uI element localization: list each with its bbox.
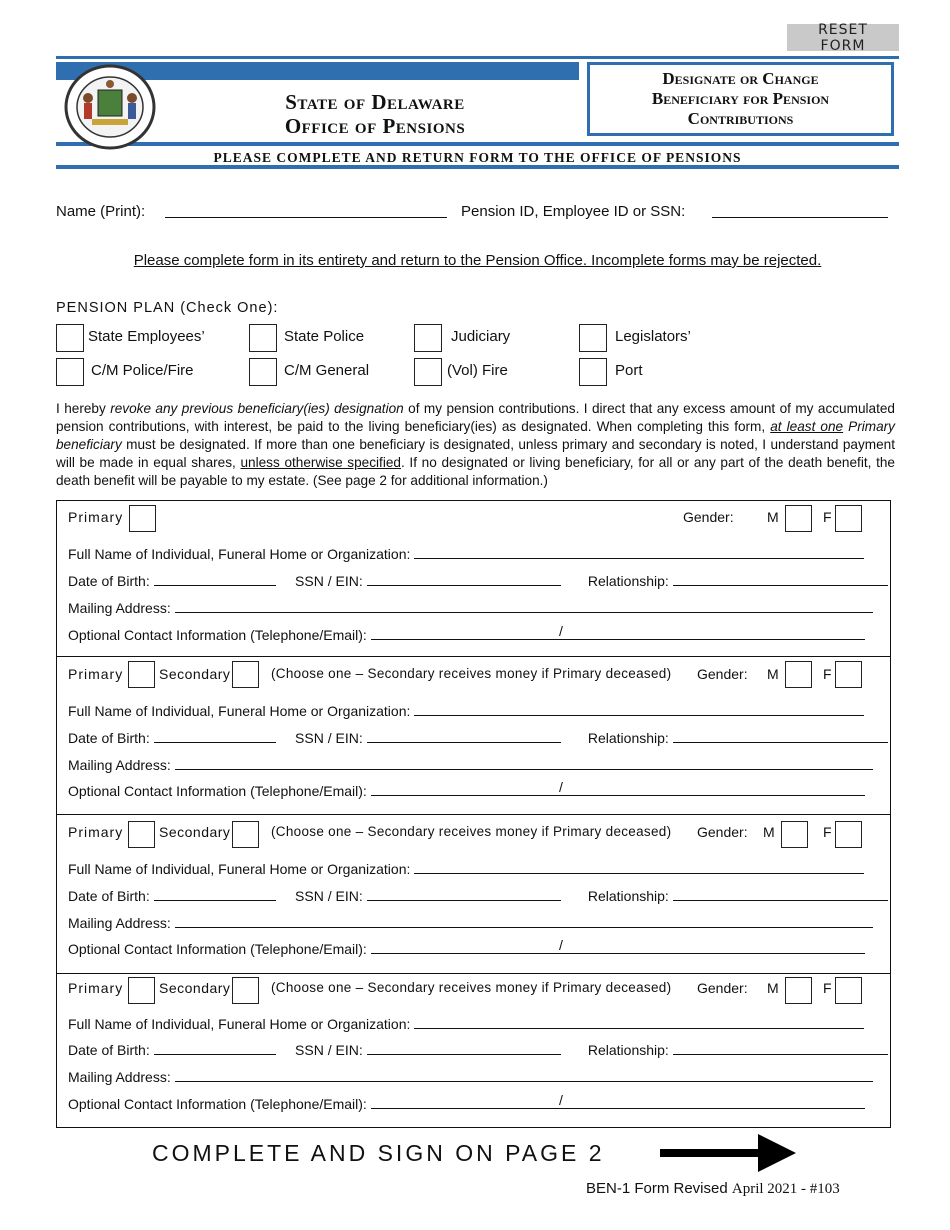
gender-m-checkbox[interactable] [785, 505, 812, 532]
plan-checkbox-judiciary[interactable] [414, 324, 442, 352]
choose-note: (Choose one – Secondary receives money if Primary deceased) [271, 666, 672, 681]
secondary-checkbox[interactable] [232, 661, 259, 688]
form-id: BEN-1 Form Revised [586, 1180, 728, 1197]
gender-f-label: F [823, 824, 832, 840]
choose-note: (Choose one – Secondary receives money if Primary deceased) [271, 980, 672, 995]
gender-m-label: M [767, 509, 779, 525]
secondary-label: Secondary [159, 824, 231, 840]
gender-f-checkbox[interactable] [835, 977, 862, 1004]
dob-row: Date of Birth: SSN / EIN: Relationship: [68, 1042, 888, 1058]
plan-label-state-employees: State Employees’ [88, 328, 205, 345]
name-label: Name (Print): [56, 203, 146, 220]
gender-f-label: F [823, 509, 832, 525]
form-title-line-3: Contributions [687, 109, 794, 128]
contact-row: Optional Contact Information (Telephone/Email): [68, 1096, 865, 1112]
dob-row: Date of Birth: SSN / EIN: Relationship: [68, 573, 888, 589]
plan-checkbox-vol-fire[interactable] [414, 358, 442, 386]
agency-name [180, 90, 570, 138]
agency-line-1: State of Delaware [285, 90, 465, 114]
delaware-seal-icon [64, 64, 156, 150]
gender-f-checkbox[interactable] [835, 661, 862, 688]
dob-row: Date of Birth: SSN / EIN: Relationship: [68, 888, 888, 904]
full-name-field[interactable] [414, 546, 864, 559]
plan-label-judiciary: Judiciary [451, 328, 511, 345]
plan-label-vol-fire: (Vol) Fire [447, 362, 508, 379]
sign-page-2-note: COMPLETE AND SIGN ON PAGE 2 [152, 1140, 605, 1166]
gender-m-checkbox[interactable] [785, 977, 812, 1004]
full-name-field[interactable] [414, 861, 864, 874]
contact-slash: / [559, 1092, 563, 1108]
right-arrow-icon [660, 1132, 798, 1174]
mailing-address-field[interactable] [175, 1069, 873, 1082]
contact-row: Optional Contact Information (Telephone/Email): [68, 627, 865, 643]
secondary-checkbox[interactable] [232, 821, 259, 848]
relationship-field[interactable] [673, 1042, 888, 1055]
gender-label: Gender: [697, 824, 748, 840]
full-name-row: Full Name of Individual, Funeral Home or Organization: [68, 546, 864, 562]
mailing-row: Mailing Address: [68, 915, 873, 931]
plan-checkbox-cm-police-fire[interactable] [56, 358, 84, 386]
reset-form-button[interactable]: RESET FORM [787, 24, 899, 51]
secondary-label: Secondary [159, 666, 231, 682]
gender-m-checkbox[interactable] [781, 821, 808, 848]
full-name-row: Full Name of Individual, Funeral Home or Organization: [68, 703, 864, 719]
dob-field[interactable] [154, 1042, 276, 1055]
contact-row: Optional Contact Information (Telephone/Email): [68, 783, 865, 799]
full-name-field[interactable] [414, 703, 864, 716]
contact-row: Optional Contact Information (Telephone/Email): [68, 941, 865, 957]
secondary-label: Secondary [159, 980, 231, 996]
gender-label: Gender: [697, 980, 748, 996]
contact-field[interactable] [371, 1096, 865, 1109]
gender-m-label: M [767, 980, 779, 996]
primary-checkbox[interactable] [128, 977, 155, 1004]
primary-label: Primary [68, 824, 124, 840]
mailing-address-field[interactable] [175, 915, 873, 928]
mailing-row: Mailing Address: [68, 757, 873, 773]
primary-checkbox[interactable] [129, 505, 156, 532]
beneficiary-section-4 [56, 973, 891, 1128]
relationship-field[interactable] [673, 888, 888, 901]
plan-label-port: Port [615, 362, 643, 379]
primary-label: Primary [68, 980, 124, 996]
plan-checkbox-cm-general[interactable] [249, 358, 277, 386]
gender-m-label: M [767, 666, 779, 682]
header-bottom-rule [56, 142, 899, 146]
instruction-text: Please complete form in its entirety and return to the Pension Office. Incomplete forms may be rejected. [133, 252, 822, 269]
primary-label: Primary [68, 666, 124, 682]
form-title-box [587, 62, 894, 136]
dob-field[interactable] [154, 573, 276, 586]
ssn-field[interactable] [367, 888, 561, 901]
plan-checkbox-state-police[interactable] [249, 324, 277, 352]
dob-row: Date of Birth: SSN / EIN: Relationship: [68, 730, 888, 746]
plan-label-legislators: Legislators’ [615, 328, 691, 345]
revocation-paragraph: I hereby revoke any previous beneficiary(ies) designation of my pension contributions. I direct that any excess amount of my accumulated pension contributions, with interest, be paid to the living beneficiary(ies) as designated. When completing this form, at least one Primary beneficiary must be designated. If more than one beneficiary is designated, unless primary and secondary is noted, I understand payment will be made in equal shares, unless otherwise specified. If no designated or living beneficiary, for all or any part of the death benefit, the death benefit will be payable to my estate. (See page 2 for additional information.) [56, 401, 895, 488]
choose-note: (Choose one – Secondary receives money if Primary deceased) [271, 824, 672, 839]
gender-f-checkbox[interactable] [835, 821, 862, 848]
ssn-field[interactable] [367, 730, 561, 743]
plan-label-cm-police-fire: C/M Police/Fire [91, 362, 194, 379]
gender-label: Gender: [683, 509, 734, 525]
revision-date: April 2021 - #103 [731, 1181, 840, 1197]
mailing-address-field[interactable] [175, 600, 873, 613]
beneficiary-section-3 [56, 814, 891, 974]
mailing-row: Mailing Address: [68, 600, 873, 616]
primary-checkbox[interactable] [128, 821, 155, 848]
header-top-rule [56, 56, 899, 59]
pension-id-field[interactable] [712, 205, 888, 218]
contact-field[interactable] [371, 941, 865, 954]
form-title-line-2: Beneficiary for Pension [651, 89, 830, 108]
plan-checkbox-state-employees[interactable] [56, 324, 84, 352]
agency-line-2: Office of Pensions [284, 114, 466, 138]
plan-checkbox-legislators[interactable] [579, 324, 607, 352]
secondary-checkbox[interactable] [232, 977, 259, 1004]
full-name-field[interactable] [414, 1016, 864, 1029]
contact-field[interactable] [371, 627, 865, 640]
pension-plan-heading: PENSION PLAN (Check One): [56, 300, 279, 316]
plan-label-state-police: State Police [284, 328, 365, 345]
mailing-address-field[interactable] [175, 757, 873, 770]
primary-checkbox[interactable] [128, 661, 155, 688]
pension-id-label: Pension ID, Employee ID or SSN: [461, 203, 686, 220]
gender-f-checkbox[interactable] [835, 505, 862, 532]
name-field[interactable] [165, 205, 447, 218]
dob-field[interactable] [154, 888, 276, 901]
plan-label-cm-general: C/M General [284, 362, 370, 379]
full-name-row: Full Name of Individual, Funeral Home or Organization: [68, 1016, 864, 1032]
form-revision [586, 1180, 840, 1198]
relationship-field[interactable] [673, 573, 888, 586]
ssn-field[interactable] [367, 573, 561, 586]
dob-field[interactable] [154, 730, 276, 743]
relationship-field[interactable] [673, 730, 888, 743]
full-name-row: Full Name of Individual, Funeral Home or Organization: [68, 861, 864, 877]
gender-label: Gender: [697, 666, 748, 682]
subheading: PLEASE COMPLETE AND RETURN FORM TO THE OFFICE OF PENSIONS [213, 150, 742, 165]
contact-slash: / [559, 623, 563, 639]
gender-f-label: F [823, 980, 832, 996]
contact-slash: / [559, 779, 563, 795]
gender-m-label: M [763, 824, 775, 840]
gender-m-checkbox[interactable] [785, 661, 812, 688]
primary-label: Primary [68, 509, 124, 525]
contact-slash: / [559, 937, 563, 953]
plan-checkbox-port[interactable] [579, 358, 607, 386]
contact-field[interactable] [371, 783, 865, 796]
beneficiary-section-1 [56, 500, 891, 657]
mailing-row: Mailing Address: [68, 1069, 873, 1085]
gender-f-label: F [823, 666, 832, 682]
beneficiary-section-2 [56, 656, 891, 815]
form-title-line-1: Designate or Change [662, 69, 819, 88]
ssn-field[interactable] [367, 1042, 561, 1055]
